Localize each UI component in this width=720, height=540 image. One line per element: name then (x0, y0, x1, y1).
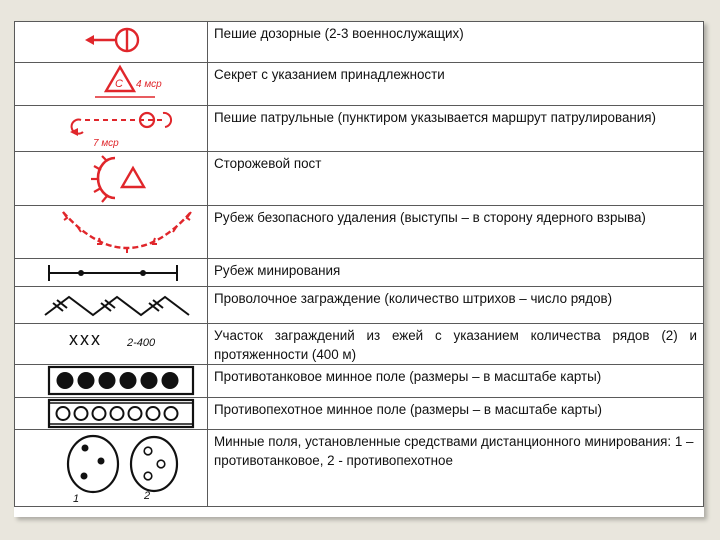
ap-minefield-symbol (15, 398, 208, 430)
ap-mine-icon (75, 407, 88, 420)
secret-description: Секрет с указанием принадлежности (208, 63, 704, 106)
ap-mine-icon (165, 407, 178, 420)
symbol-legend-table (14, 21, 704, 507)
legend-row (15, 106, 704, 152)
foot-patrol-symbol (15, 22, 208, 63)
ap-mine-icon (111, 407, 124, 420)
wire-symbol (15, 287, 208, 324)
ap-mine-icon (93, 407, 106, 420)
minefield-frame (49, 400, 193, 427)
legend-row (15, 430, 704, 507)
remote-at-field (68, 436, 118, 492)
remote-ap-label: 2 (144, 490, 151, 502)
foot-patrol-description: Пешие дозорные (2-3 военнослужащих) (208, 22, 704, 63)
mine-dot (78, 270, 84, 276)
remote-ap-field (131, 437, 177, 491)
at-minefield-description: Противотанковое минное поле (размеры – в масштабе карты) (208, 365, 704, 398)
at-mine-icon (120, 372, 137, 389)
foot-patrols-description: Пешие патрульные (пунктиром указывается маршрут патрулирования) (208, 106, 704, 152)
foot-patrols-symbol (15, 106, 208, 152)
guard-post-description: Сторожевой пост (208, 152, 704, 206)
legend-row (15, 287, 704, 324)
patrols-unit-label: 7 мср (93, 138, 119, 149)
hedgehogs-description: Участок заграждений из ежей с указанием количества рядов (2) и протяженности (400 м) (208, 324, 704, 365)
legend-row (15, 365, 704, 398)
triangle-icon (122, 168, 144, 187)
at-minefield-symbol (15, 365, 208, 398)
ap-minefield-description: Противопехотное минное поле (размеры – в масштабе карты) (208, 398, 704, 430)
wire-zigzag (45, 297, 189, 315)
safe-distance-symbol (15, 206, 208, 259)
safe-distance-description: Рубеж безопасного удаления (выступы – в сторону ядерного взрыва) (208, 206, 704, 259)
hedgehogs-symbol (15, 324, 208, 365)
at-mine-icon (141, 372, 158, 389)
safe-distance-arc (63, 212, 191, 248)
remote-at-label: 1 (73, 493, 80, 505)
legend-row (15, 398, 704, 430)
legend-row (15, 324, 704, 365)
legend-row (15, 152, 704, 206)
secret-symbol (15, 63, 208, 106)
ap-mine-icon (57, 407, 70, 420)
secret-affiliation-letter: С (115, 78, 123, 90)
legend-row (15, 206, 704, 259)
guard-arc (98, 158, 115, 198)
secret-unit-label: 4 мср (136, 79, 162, 90)
ap-mine-icon (147, 407, 160, 420)
hedgehog-spec-label: 2-400 (127, 337, 156, 349)
legend-row (15, 63, 704, 106)
ap-mine-icon (129, 407, 142, 420)
arrow-head-icon (85, 35, 94, 45)
mining-line-description: Рубеж минирования (208, 259, 704, 287)
at-mine-icon (78, 372, 95, 389)
remote-mines-description: Минные поля, установленные средствами дистанционного минирования: 1 – противотанковое, 2 - противопехотное (208, 430, 704, 507)
at-mine-icon (99, 372, 116, 389)
legend-row (15, 22, 704, 63)
hedgehog-marks: ххх (69, 329, 102, 349)
wire-description: Проволочное заграждение (количество штрихов – число рядов) (208, 287, 704, 324)
at-mine-icon (57, 372, 74, 389)
at-mine-icon (162, 372, 179, 389)
mining-line-symbol (15, 259, 208, 287)
guard-post-symbol (15, 152, 208, 206)
remote-mines-symbol (15, 430, 208, 507)
legend-row (15, 259, 704, 287)
mine-dot (140, 270, 146, 276)
